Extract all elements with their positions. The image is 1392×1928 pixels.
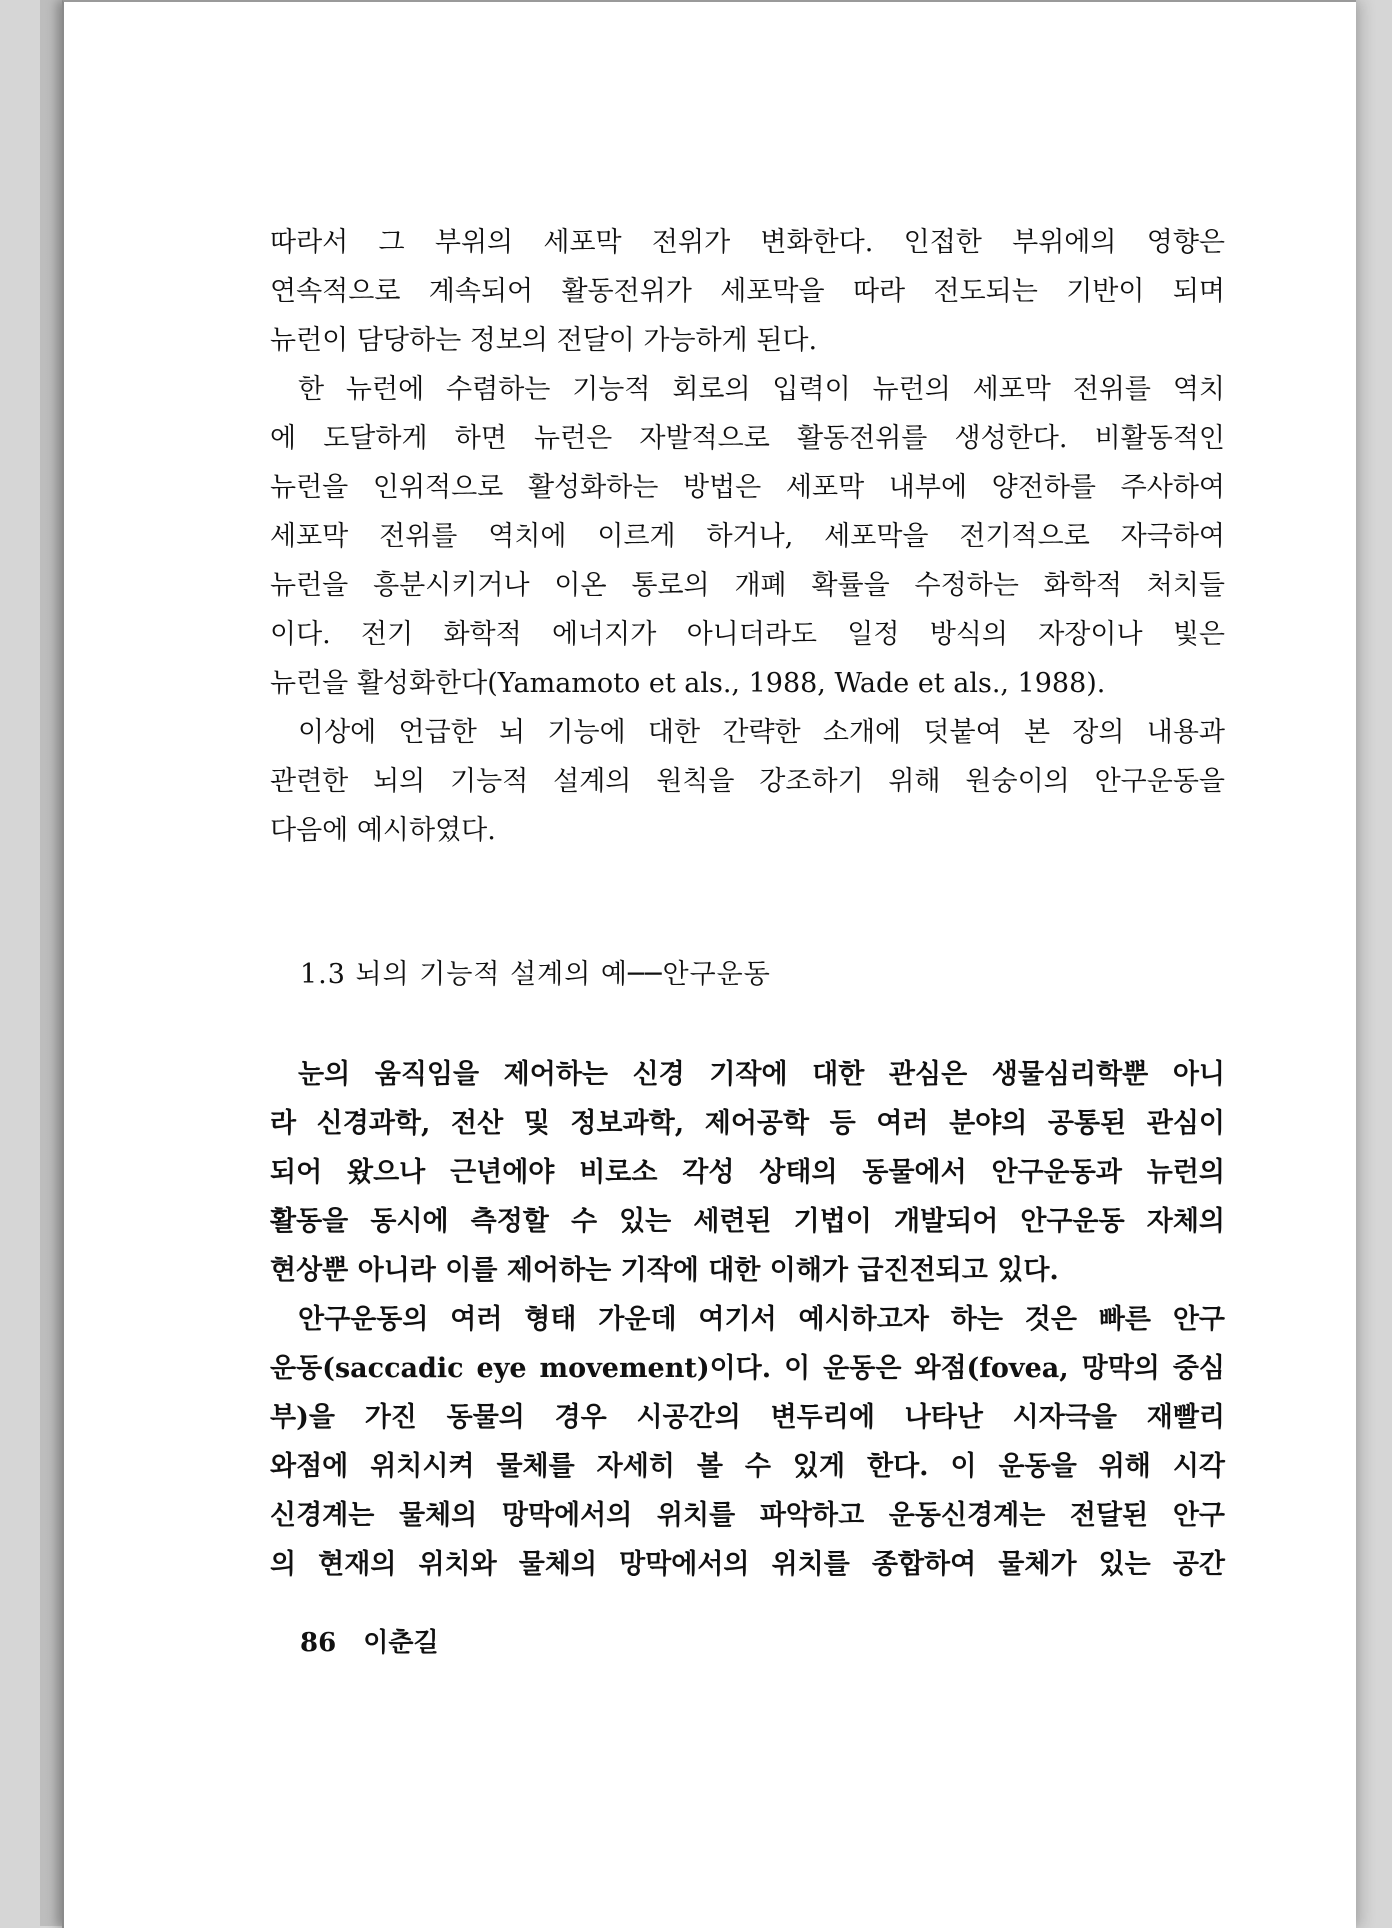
text-line: 신경계는 물체의 망막에서의 위치를 파악하고 운동신경계는 전달된 안구 xyxy=(270,1500,1225,1531)
author-name: 이춘길 xyxy=(363,1628,439,1658)
text-line: 관련한 뇌의 기능적 설계의 원칙을 강조하기 위해 원숭이의 안구운동을 xyxy=(270,766,1225,797)
paragraph-5 xyxy=(270,1295,1225,1589)
paragraph-2 xyxy=(270,365,1225,708)
text-line: 운동(saccadic eye movement)이다. 이 운동은 와점(fovea, 망막의 중심 xyxy=(270,1353,1225,1384)
text-line: 활동을 동시에 측정할 수 있는 세련된 기법이 개발되어 안구운동 자체의 xyxy=(270,1206,1225,1237)
text-line: 눈의 움직임을 제어하는 신경 기작에 대한 관심은 생물심리학뿐 아니 xyxy=(298,1059,1225,1090)
page-footer xyxy=(300,1622,439,1659)
text-line: 뉴런을 활성화한다(Yamamoto et als., 1988, Wade et als., 1988). xyxy=(270,668,1106,699)
text-line: 안구운동의 여러 형태 가운데 여기서 예시하고자 하는 것은 빠른 안구 xyxy=(298,1304,1225,1335)
text-line: 와점에 위치시켜 물체를 자세히 볼 수 있게 한다. 이 운동을 위해 시각 xyxy=(270,1451,1225,1482)
body-text-bottom xyxy=(270,1050,1225,1589)
text-line: 되어 왔으나 근년에야 비로소 각성 상태의 동물에서 안구운동과 뉴런의 xyxy=(270,1157,1225,1188)
text-line: 한 뉴런에 수렴하는 기능적 회로의 입력이 뉴런의 세포막 전위를 역치 xyxy=(298,374,1225,405)
text-line: 따라서 그 부위의 세포막 전위가 변화한다. 인접한 부위에의 영향은 xyxy=(270,227,1225,258)
text-line: 뉴런을 인위적으로 활성화하는 방법은 세포막 내부에 양전하를 주사하여 xyxy=(270,472,1225,503)
page-number: 86 xyxy=(300,1628,337,1658)
text-line: 연속적으로 계속되어 활동전위가 세포막을 따라 전도되는 기반이 되며 xyxy=(270,276,1225,307)
text-line: 이다. 전기 화학적 에너지가 아니더라도 일정 방식의 자장이나 빛은 xyxy=(270,619,1225,650)
text-line: 뉴런이 담당하는 정보의 전달이 가능하게 된다. xyxy=(270,325,818,356)
paragraph-3 xyxy=(270,708,1225,855)
text-line: 다음에 예시하였다. xyxy=(270,815,496,846)
section-heading: 1.3 뇌의 기능적 설계의 예──안구운동 xyxy=(300,959,771,990)
text-line: 의 현재의 위치와 물체의 망막에서의 위치를 종합하여 물체가 있는 공간 xyxy=(270,1549,1225,1580)
body-text-top xyxy=(270,218,1225,855)
text-line: 에 도달하게 하면 뉴런은 자발적으로 활동전위를 생성한다. 비활동적인 xyxy=(270,423,1225,454)
text-line: 뉴런을 흥분시키거나 이온 통로의 개폐 확률을 수정하는 화학적 처치들 xyxy=(270,570,1225,601)
paragraph-4 xyxy=(270,1050,1225,1295)
text-line: 세포막 전위를 역치에 이르게 하거나, 세포막을 전기적으로 자극하여 xyxy=(270,521,1225,552)
text-line: 부)을 가진 동물의 경우 시공간의 변두리에 나타난 시자극을 재빨리 xyxy=(270,1402,1225,1433)
text-line: 라 신경과학, 전산 및 정보과학, 제어공학 등 여러 분야의 공통된 관심이 xyxy=(270,1108,1225,1139)
text-line: 현상뿐 아니라 이를 제어하는 기작에 대한 이해가 급진전되고 있다. xyxy=(270,1255,1059,1286)
text-line: 이상에 언급한 뇌 기능에 대한 간략한 소개에 덧붙여 본 장의 내용과 xyxy=(298,717,1225,748)
paragraph-1 xyxy=(270,218,1225,365)
